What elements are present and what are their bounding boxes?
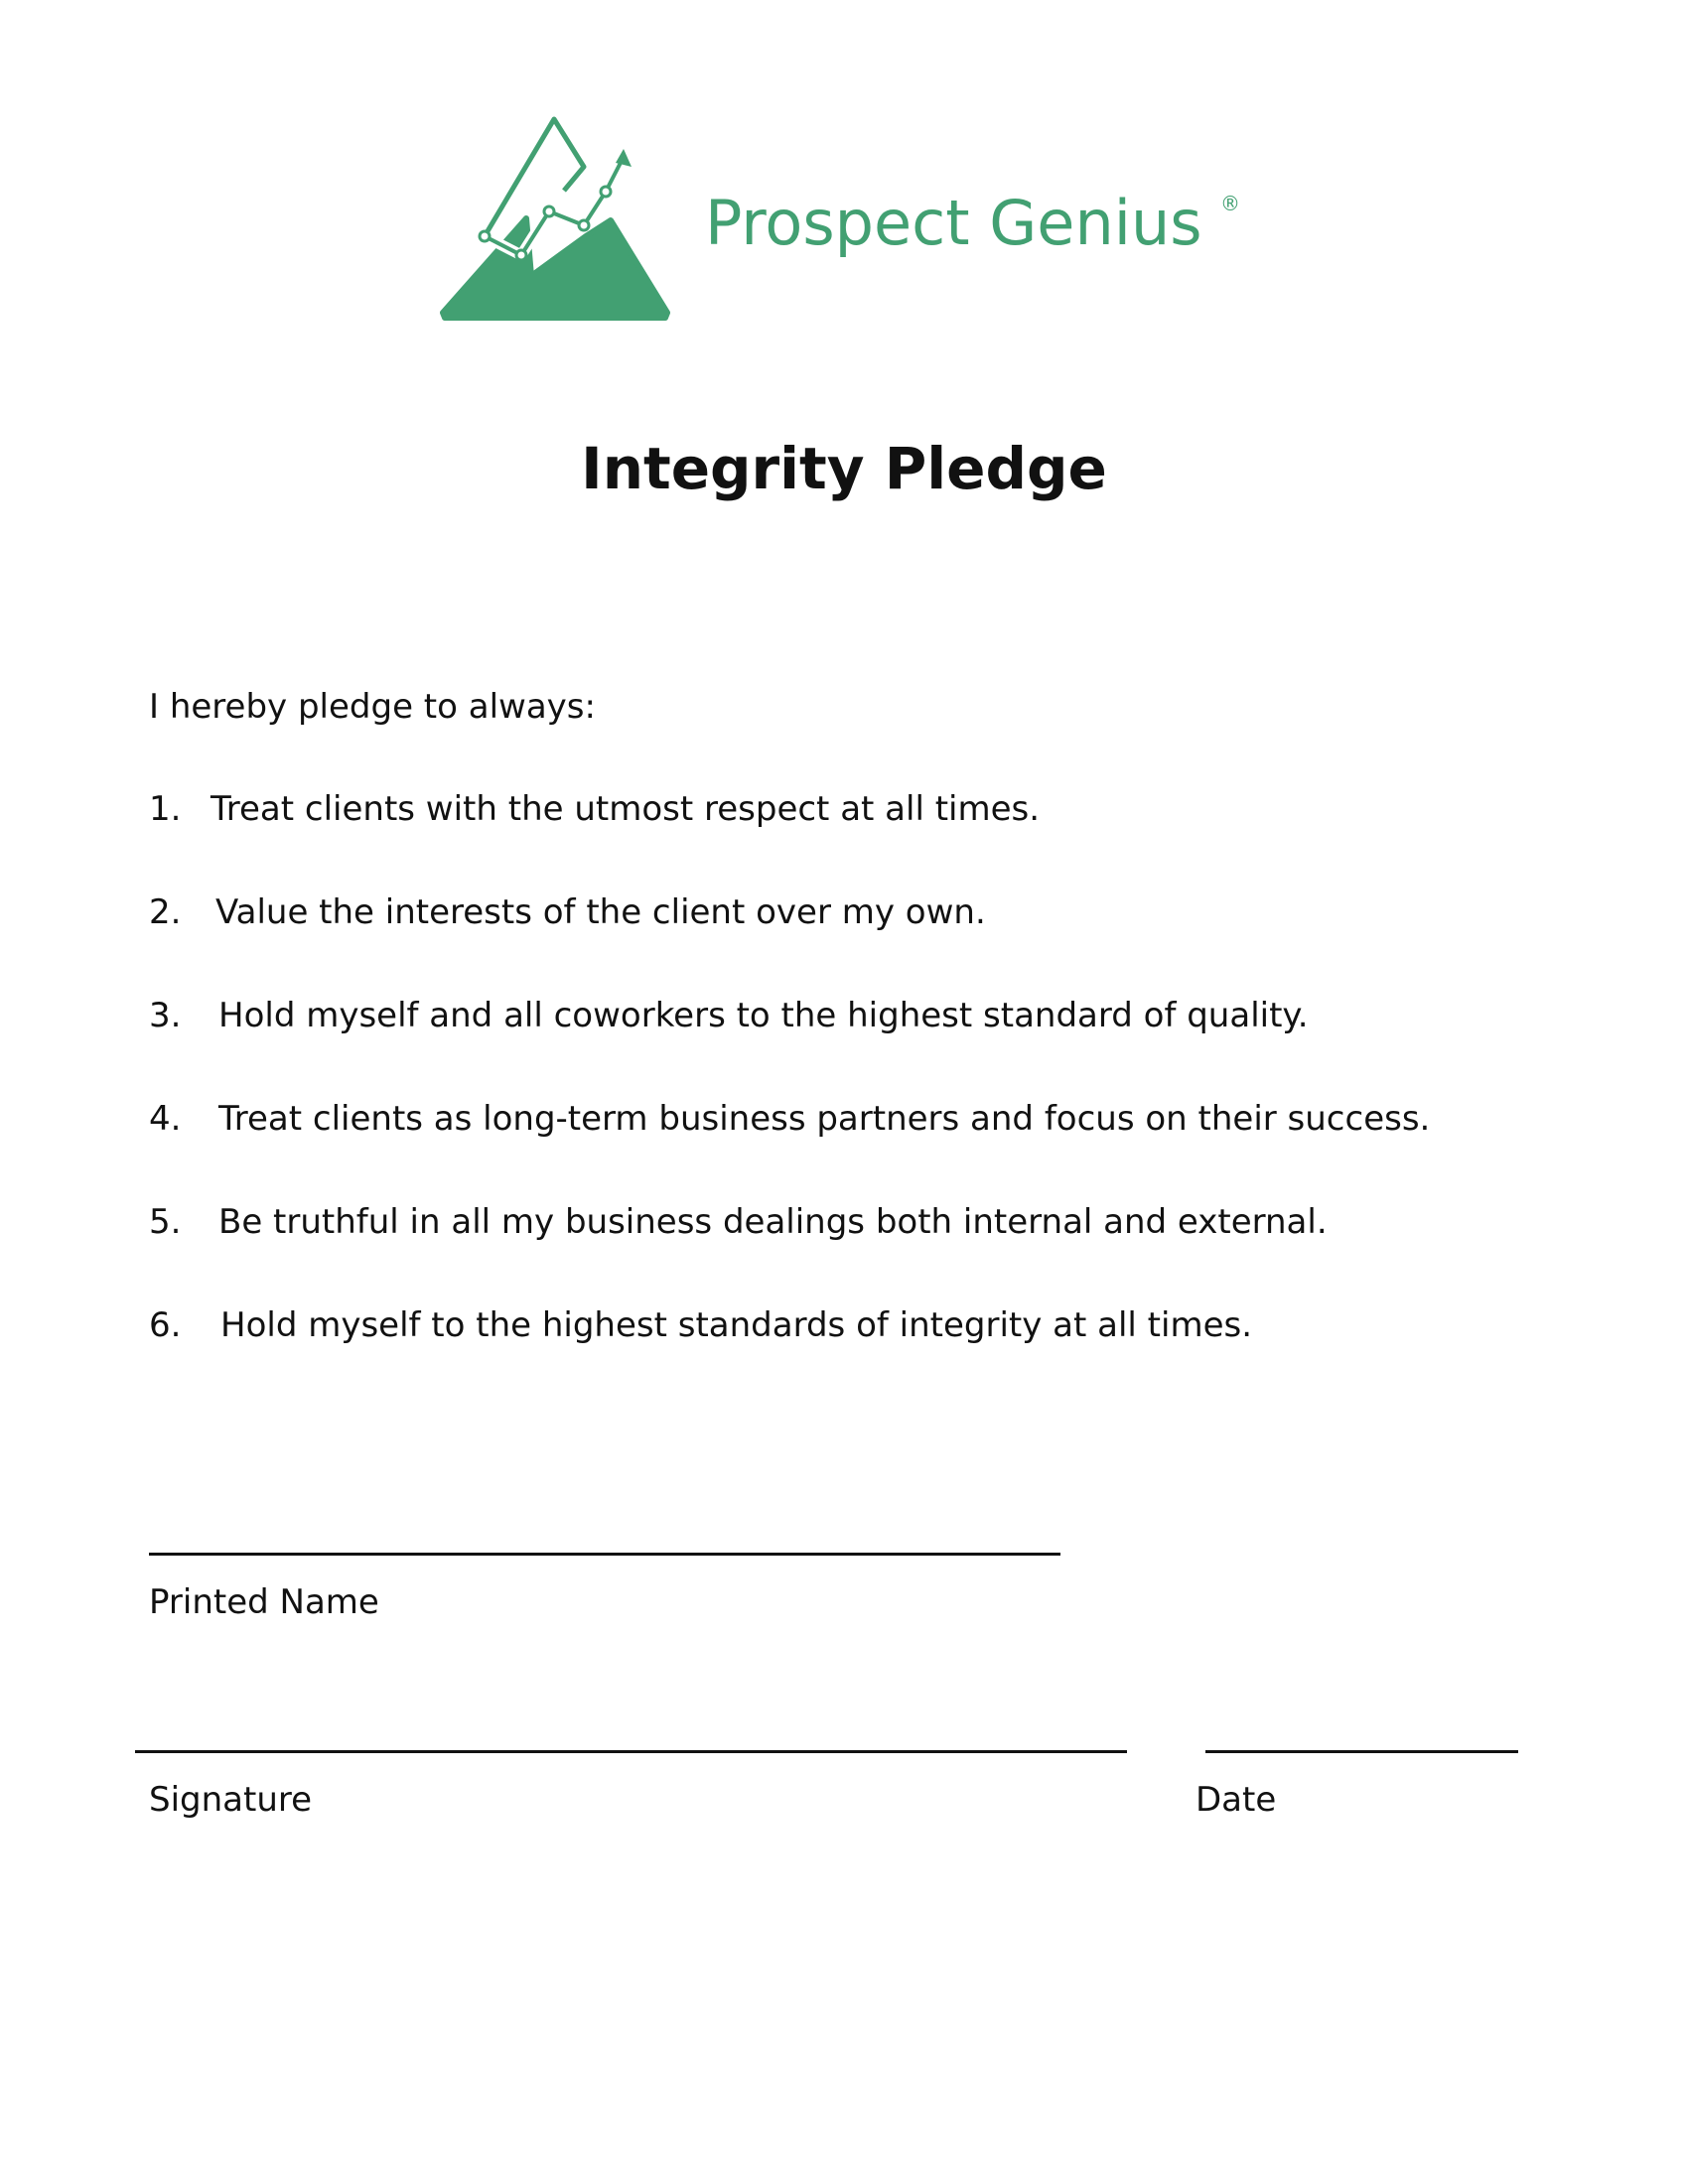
pledge-item-number: 2. [149,892,182,932]
pledge-item-text: Hold myself and all coworkers to the highest standard of quality. [218,996,1309,1035]
registered-mark: ® [1220,192,1240,215]
pledge-item-number: 3. [149,996,182,1035]
page-title: Integrity Pledge [581,435,1107,502]
pledge-item-text: Be truthful in all my business dealings both internal and external. [218,1202,1328,1242]
pledge-item-number: 4. [149,1099,182,1139]
date-line[interactable] [1205,1750,1518,1753]
signature-label: Signature [149,1780,313,1820]
printed-name-line[interactable] [149,1553,1060,1556]
pledge-item-text: Hold myself to the highest standards of integrity at all times. [220,1305,1253,1345]
pledge-item-number: 1. [149,789,182,829]
date-label: Date [1196,1780,1277,1820]
printed-name-label: Printed Name [149,1582,379,1622]
pledge-item-number: 6. [149,1305,182,1345]
pledge-item-text: Treat clients as long-term business partners and focus on their success. [218,1099,1431,1139]
signature-line[interactable] [135,1750,1127,1753]
pledge-item-text: Treat clients with the utmost respect at all times. [211,789,1041,829]
pledge-item-text: Value the interests of the client over my own. [215,892,986,932]
company-logo [437,109,1251,328]
pledge-intro: I hereby pledge to always: [149,687,596,727]
brand-name: Prospect Genius [705,187,1202,259]
pledge-item-number: 5. [149,1202,182,1242]
mountain-chart-icon [437,109,675,328]
